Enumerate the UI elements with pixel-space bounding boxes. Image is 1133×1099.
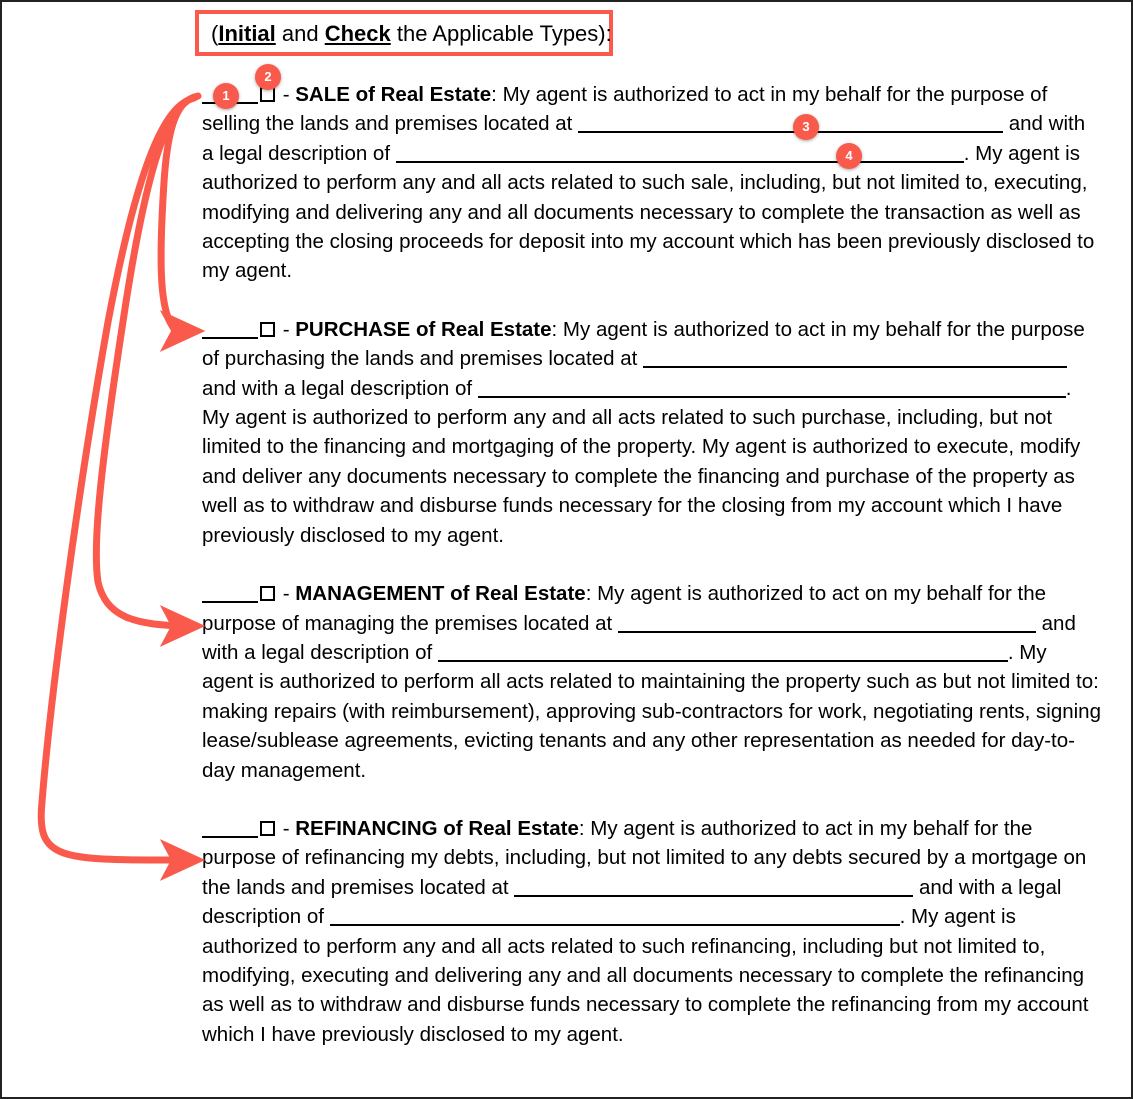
purchase-separator: - bbox=[277, 317, 296, 341]
callout-badge-3[interactable]: 3 bbox=[793, 114, 819, 140]
refinancing-colon: : bbox=[578, 816, 585, 840]
sale-colon: : bbox=[491, 83, 497, 106]
callout-badge-4[interactable]: 4 bbox=[836, 143, 862, 169]
header-instruction-text bbox=[211, 21, 612, 47]
header-initial-word: Initial bbox=[218, 21, 276, 46]
refinancing-checkbox[interactable] bbox=[260, 821, 275, 836]
refinancing-legal-description-blank[interactable] bbox=[330, 907, 900, 926]
sale-legal-description-blank[interactable] bbox=[396, 144, 964, 163]
clause-sale-text bbox=[202, 80, 1102, 286]
clause-list bbox=[202, 80, 1102, 1049]
header-check-word: Check bbox=[324, 21, 391, 46]
refinancing-mid-text: and with a legal description of bbox=[202, 875, 1062, 929]
management-after-text: . My agent is authorized to perform all acts related to maintaining the property such as but not limited to: making repairs (with reimbursement), approving sub-contractors for work, negotiating rents, signing lease/sublease agreements, evicting tenants and any other representation as needed for day-to-day management. bbox=[202, 640, 1101, 782]
purchase-lead-text: My agent is authorized to act in my behalf for the purpose of purchasing the lands and premises located at bbox=[202, 317, 1085, 371]
management-colon: : bbox=[585, 582, 592, 606]
purchase-address-blank[interactable] bbox=[643, 349, 1067, 368]
purchase-mid-text: and with a legal description of bbox=[202, 376, 478, 400]
purchase-legal-description-blank[interactable] bbox=[478, 379, 1066, 398]
sale-after-text: . My agent is authorized to perform any and all acts related to such sale, including, but not limited to, executing, modifying and delivering any and all documents necessary to complete the transaction as well as accepting the closing proceeds for deposit into my account which has been previously disclosed to my agent. bbox=[202, 141, 1095, 283]
sale-separator: - bbox=[277, 83, 296, 106]
refinancing-separator: - bbox=[277, 816, 296, 840]
purchase-title: PURCHASE of Real Estate bbox=[295, 317, 552, 341]
arrow-to-purchase bbox=[161, 96, 198, 332]
management-lead-text: My agent is authorized to act on my behalf for the purpose of managing the premises located at bbox=[202, 582, 1047, 635]
callout-badge-2[interactable]: 2 bbox=[255, 64, 281, 90]
header-and-word: and bbox=[275, 21, 325, 46]
management-checkbox[interactable] bbox=[260, 586, 275, 601]
callout-badge-1[interactable]: 1 bbox=[213, 83, 239, 109]
management-separator: - bbox=[277, 582, 296, 606]
clause-refinancing-text bbox=[202, 814, 1102, 1049]
header-prefix: ( bbox=[211, 21, 219, 46]
sale-address-blank[interactable] bbox=[578, 114, 1003, 133]
refinancing-title: REFINANCING of Real Estate bbox=[295, 816, 579, 840]
clause-purchase-text bbox=[202, 315, 1102, 550]
management-title: MANAGEMENT of Real Estate bbox=[295, 582, 586, 606]
clause-purchase bbox=[202, 315, 1102, 550]
refinancing-after-text: . My agent is authorized to perform any and all acts related to such refinancing, including but not limited to, modifying, executing and delivering any and all documents necessary to complete the refinancing as well as to withdraw and disburse funds necessary to complete the refinancing from my account which I have previously disclosed to my agent. bbox=[202, 905, 1089, 1046]
refinancing-initial-blank[interactable] bbox=[202, 819, 258, 838]
clause-sale bbox=[202, 80, 1102, 286]
arrow-to-refinancing bbox=[41, 98, 194, 860]
purchase-initial-blank[interactable] bbox=[202, 320, 258, 339]
refinancing-lead-text: My agent is authorized to act in my behalf for the purpose of refinancing my debts, including, but not limited to any debts secured by a mortgage on the lands and premises located at bbox=[202, 816, 1087, 899]
refinancing-address-blank[interactable] bbox=[514, 878, 913, 897]
purchase-colon: : bbox=[551, 317, 558, 341]
management-address-blank[interactable] bbox=[618, 614, 1036, 633]
clause-management-text bbox=[202, 579, 1102, 785]
sale-mid-text: and with a legal description of bbox=[202, 112, 1086, 165]
header-suffix: the Applicable Types): bbox=[390, 21, 612, 46]
purchase-after-text: . My agent is authorized to perform any and all acts related to such purchase, including, but not limited to the financing and mortgaging of the property. My agent is authorized to execute, modify and deliver any documents necessary to complete the financing and purchase of the property as well as to withdraw and disburse funds necessary for the closing from my account which I have previously disclosed to my agent. bbox=[202, 376, 1081, 547]
arrow-to-management bbox=[96, 97, 196, 626]
sale-title: SALE of Real Estate bbox=[295, 83, 492, 106]
clause-management bbox=[202, 579, 1102, 785]
clause-refinancing bbox=[202, 814, 1102, 1049]
management-legal-description-blank[interactable] bbox=[438, 643, 1008, 662]
management-mid-text: and with a legal description of bbox=[202, 611, 1076, 664]
sale-lead-text: My agent is authorized to act in my behalf for the purpose of selling the lands and premises located at bbox=[202, 83, 1048, 136]
management-initial-blank[interactable] bbox=[202, 584, 258, 603]
purchase-checkbox[interactable] bbox=[260, 322, 275, 337]
header-highlight-box bbox=[195, 10, 613, 56]
